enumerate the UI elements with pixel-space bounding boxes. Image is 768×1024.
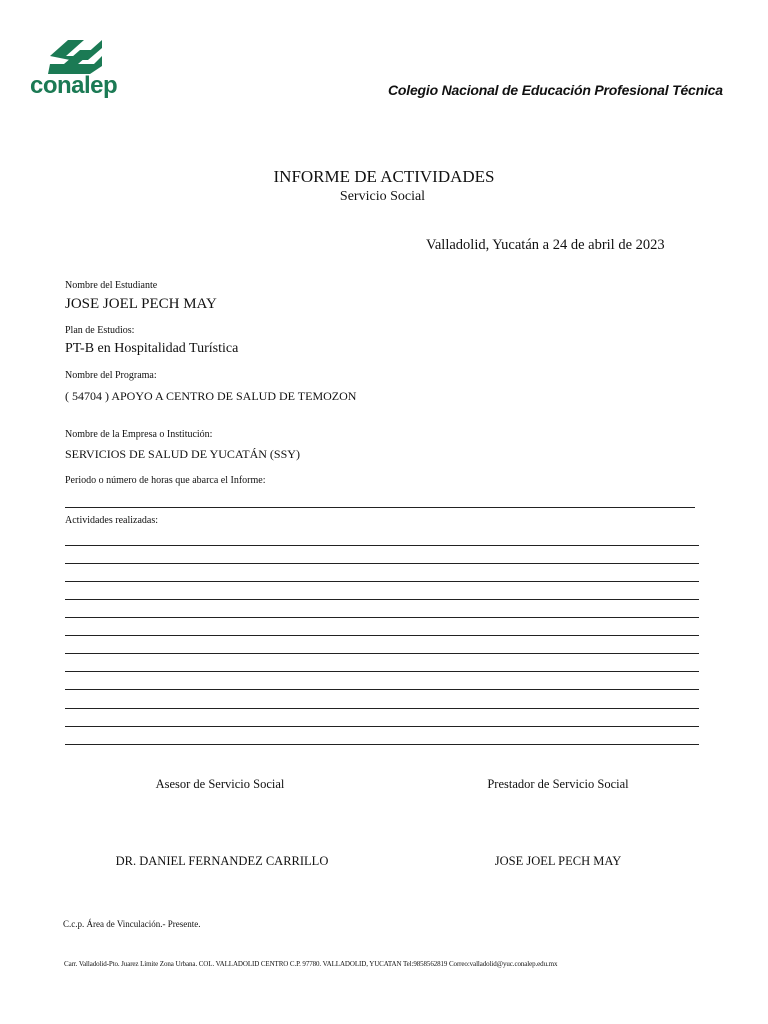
- activity-line: [65, 581, 699, 582]
- activity-line: [65, 726, 699, 727]
- student-label: Nombre del Estudiante: [65, 280, 158, 291]
- logo-wordmark: conalep: [30, 72, 118, 99]
- provider-role: Prestador de Servicio Social: [487, 777, 629, 791]
- plan-label: Plan de Estudios:: [65, 325, 135, 336]
- advisor-role: Asesor de Servicio Social: [155, 777, 285, 791]
- ccp-note: C.c.p. Área de Vinculación.- Presente.: [63, 919, 201, 929]
- activity-line: [65, 671, 699, 672]
- program-value: ( 54704 ) APOYO A CENTRO DE SALUD DE TEMOZON: [65, 389, 357, 403]
- activity-line: [65, 545, 699, 546]
- student-value: JOSE JOEL PECH MAY: [65, 296, 217, 312]
- college-name: Colegio Nacional de Educación Profesional Técnica: [388, 82, 723, 98]
- activity-line: [65, 653, 699, 654]
- plan-value: PT-B en Hospitalidad Turística: [65, 341, 239, 356]
- report-title: INFORME DE ACTIVIDADES: [273, 167, 495, 186]
- activity-line: [65, 744, 699, 745]
- period-label: Periodo o número de horas que abarca el Informe:: [65, 475, 266, 486]
- date-line: Valladolid, Yucatán a 24 de abril de 2023: [426, 237, 665, 253]
- provider-name: JOSE JOEL PECH MAY: [494, 854, 622, 868]
- company-value: SERVICIOS DE SALUD DE YUCATÁN (SSY): [65, 447, 300, 461]
- program-label: Nombre del Programa:: [65, 370, 157, 381]
- activity-line: [65, 599, 699, 600]
- activity-line: [65, 563, 699, 564]
- conalep-logo-mark: [44, 36, 108, 76]
- footer-address: Carr. Valladolid-Pto. Juarez Límite Zona Urbana. COL. VALLADOLID CENTRO C.P. 97780. VALLADOLID, YUCATAN Tel:9858562819 Correo:valladolid@yuc.conalep.edu.mx: [64, 960, 558, 968]
- activity-line: [65, 635, 699, 636]
- activities-label: Actividades realizadas:: [65, 515, 159, 526]
- company-label: Nombre de la Empresa o Institución:: [65, 429, 213, 440]
- advisor-name: DR. DANIEL FERNANDEZ CARRILLO: [115, 854, 329, 868]
- activity-line: [65, 708, 699, 709]
- activity-line: [65, 617, 699, 618]
- report-subtitle: Servicio Social: [339, 189, 426, 204]
- period-line: [65, 507, 695, 508]
- activity-line: [65, 689, 699, 690]
